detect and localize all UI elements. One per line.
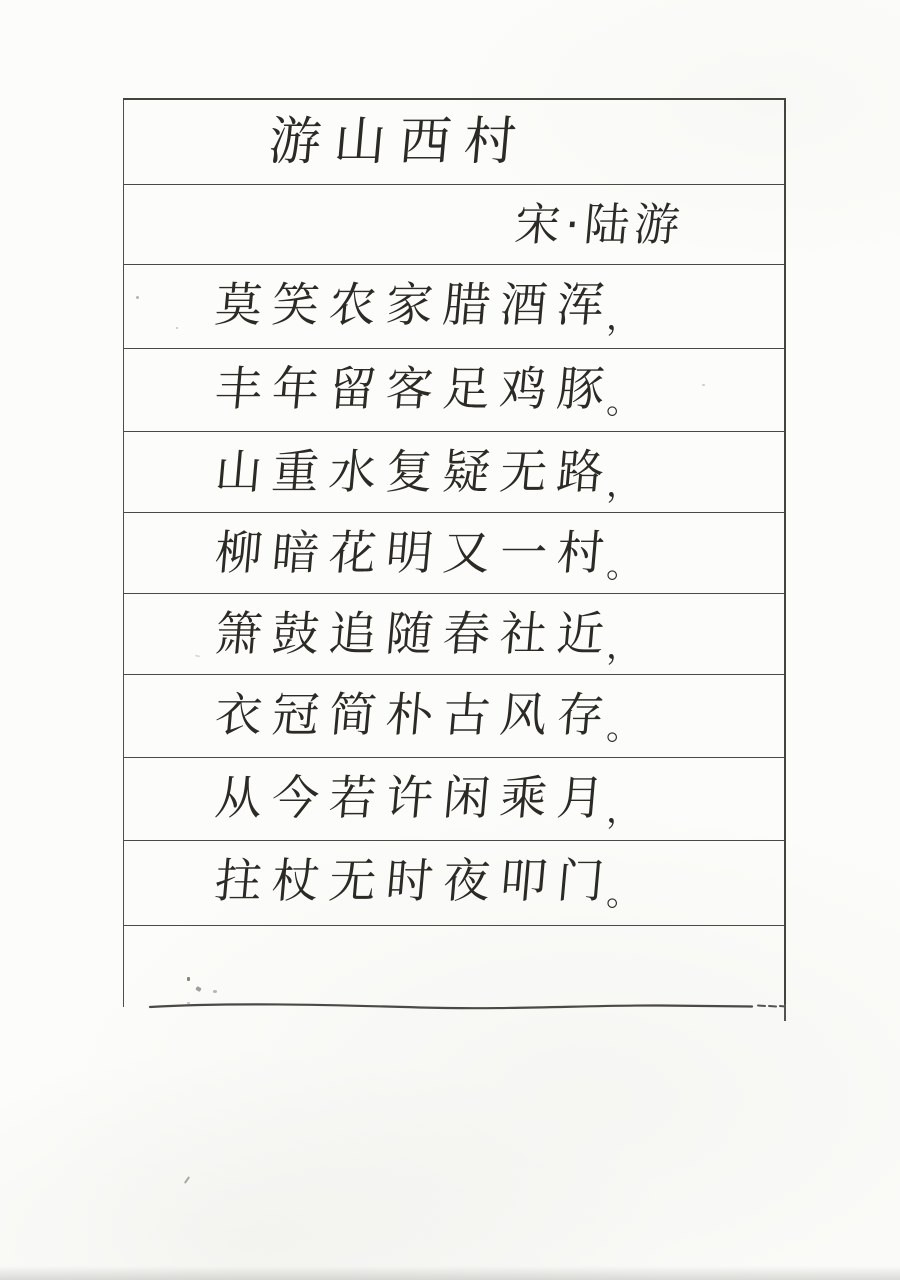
ink-speck	[187, 977, 190, 981]
ink-speck	[136, 296, 139, 299]
ink-speck	[187, 1002, 190, 1004]
ink-speck	[176, 327, 178, 329]
poem-line-2-punct: 。	[606, 382, 640, 422]
poem-title: 游山西村	[266, 112, 532, 172]
poem-author: 宋·陆游	[512, 198, 687, 251]
poem-row-1	[124, 265, 784, 349]
poem-row-4	[124, 513, 784, 594]
poem-line-1-punct: ，	[606, 298, 640, 338]
title-row	[124, 100, 784, 185]
poem-row-5	[124, 594, 784, 675]
poem-line-5-punct: ，	[606, 627, 640, 667]
poem-line-7: 从今若许闲乘月	[212, 771, 617, 826]
hair-mark	[184, 1176, 190, 1184]
poem-line-6-punct: 。	[606, 708, 640, 748]
poem-line-3-punct: ，	[606, 465, 640, 505]
poem-line-5: 箫鼓追随春社近	[212, 607, 617, 662]
poem-line-4: 柳暗花明又一村	[212, 526, 617, 581]
poem-row-6	[124, 675, 784, 758]
poem-line-4-punct: 。	[606, 546, 640, 586]
poem-line-2: 丰年留客足鸡豚	[212, 362, 617, 417]
right-border-stub	[784, 1004, 786, 1021]
poem-row-2	[124, 349, 784, 432]
poem-line-8-punct: 。	[606, 874, 640, 914]
poem-line-7-punct: ，	[606, 791, 640, 831]
poem-line-8: 拄杖无时夜叩门	[212, 854, 617, 909]
poem-line-1: 莫笑农家腊酒浑	[212, 278, 617, 333]
poem-row-7	[124, 758, 784, 841]
scan-edge-shadow	[0, 1266, 900, 1280]
ink-speck	[702, 384, 705, 386]
poem-line-6: 衣冠简朴古风存	[212, 688, 617, 743]
poem-line-3: 山重水复疑无路	[212, 445, 617, 500]
ink-speck	[213, 990, 217, 993]
author-row	[124, 185, 784, 265]
empty-row	[124, 926, 784, 1007]
poem-row-8	[124, 841, 784, 926]
poem-row-3	[124, 432, 784, 513]
writing-grid	[123, 98, 786, 1007]
